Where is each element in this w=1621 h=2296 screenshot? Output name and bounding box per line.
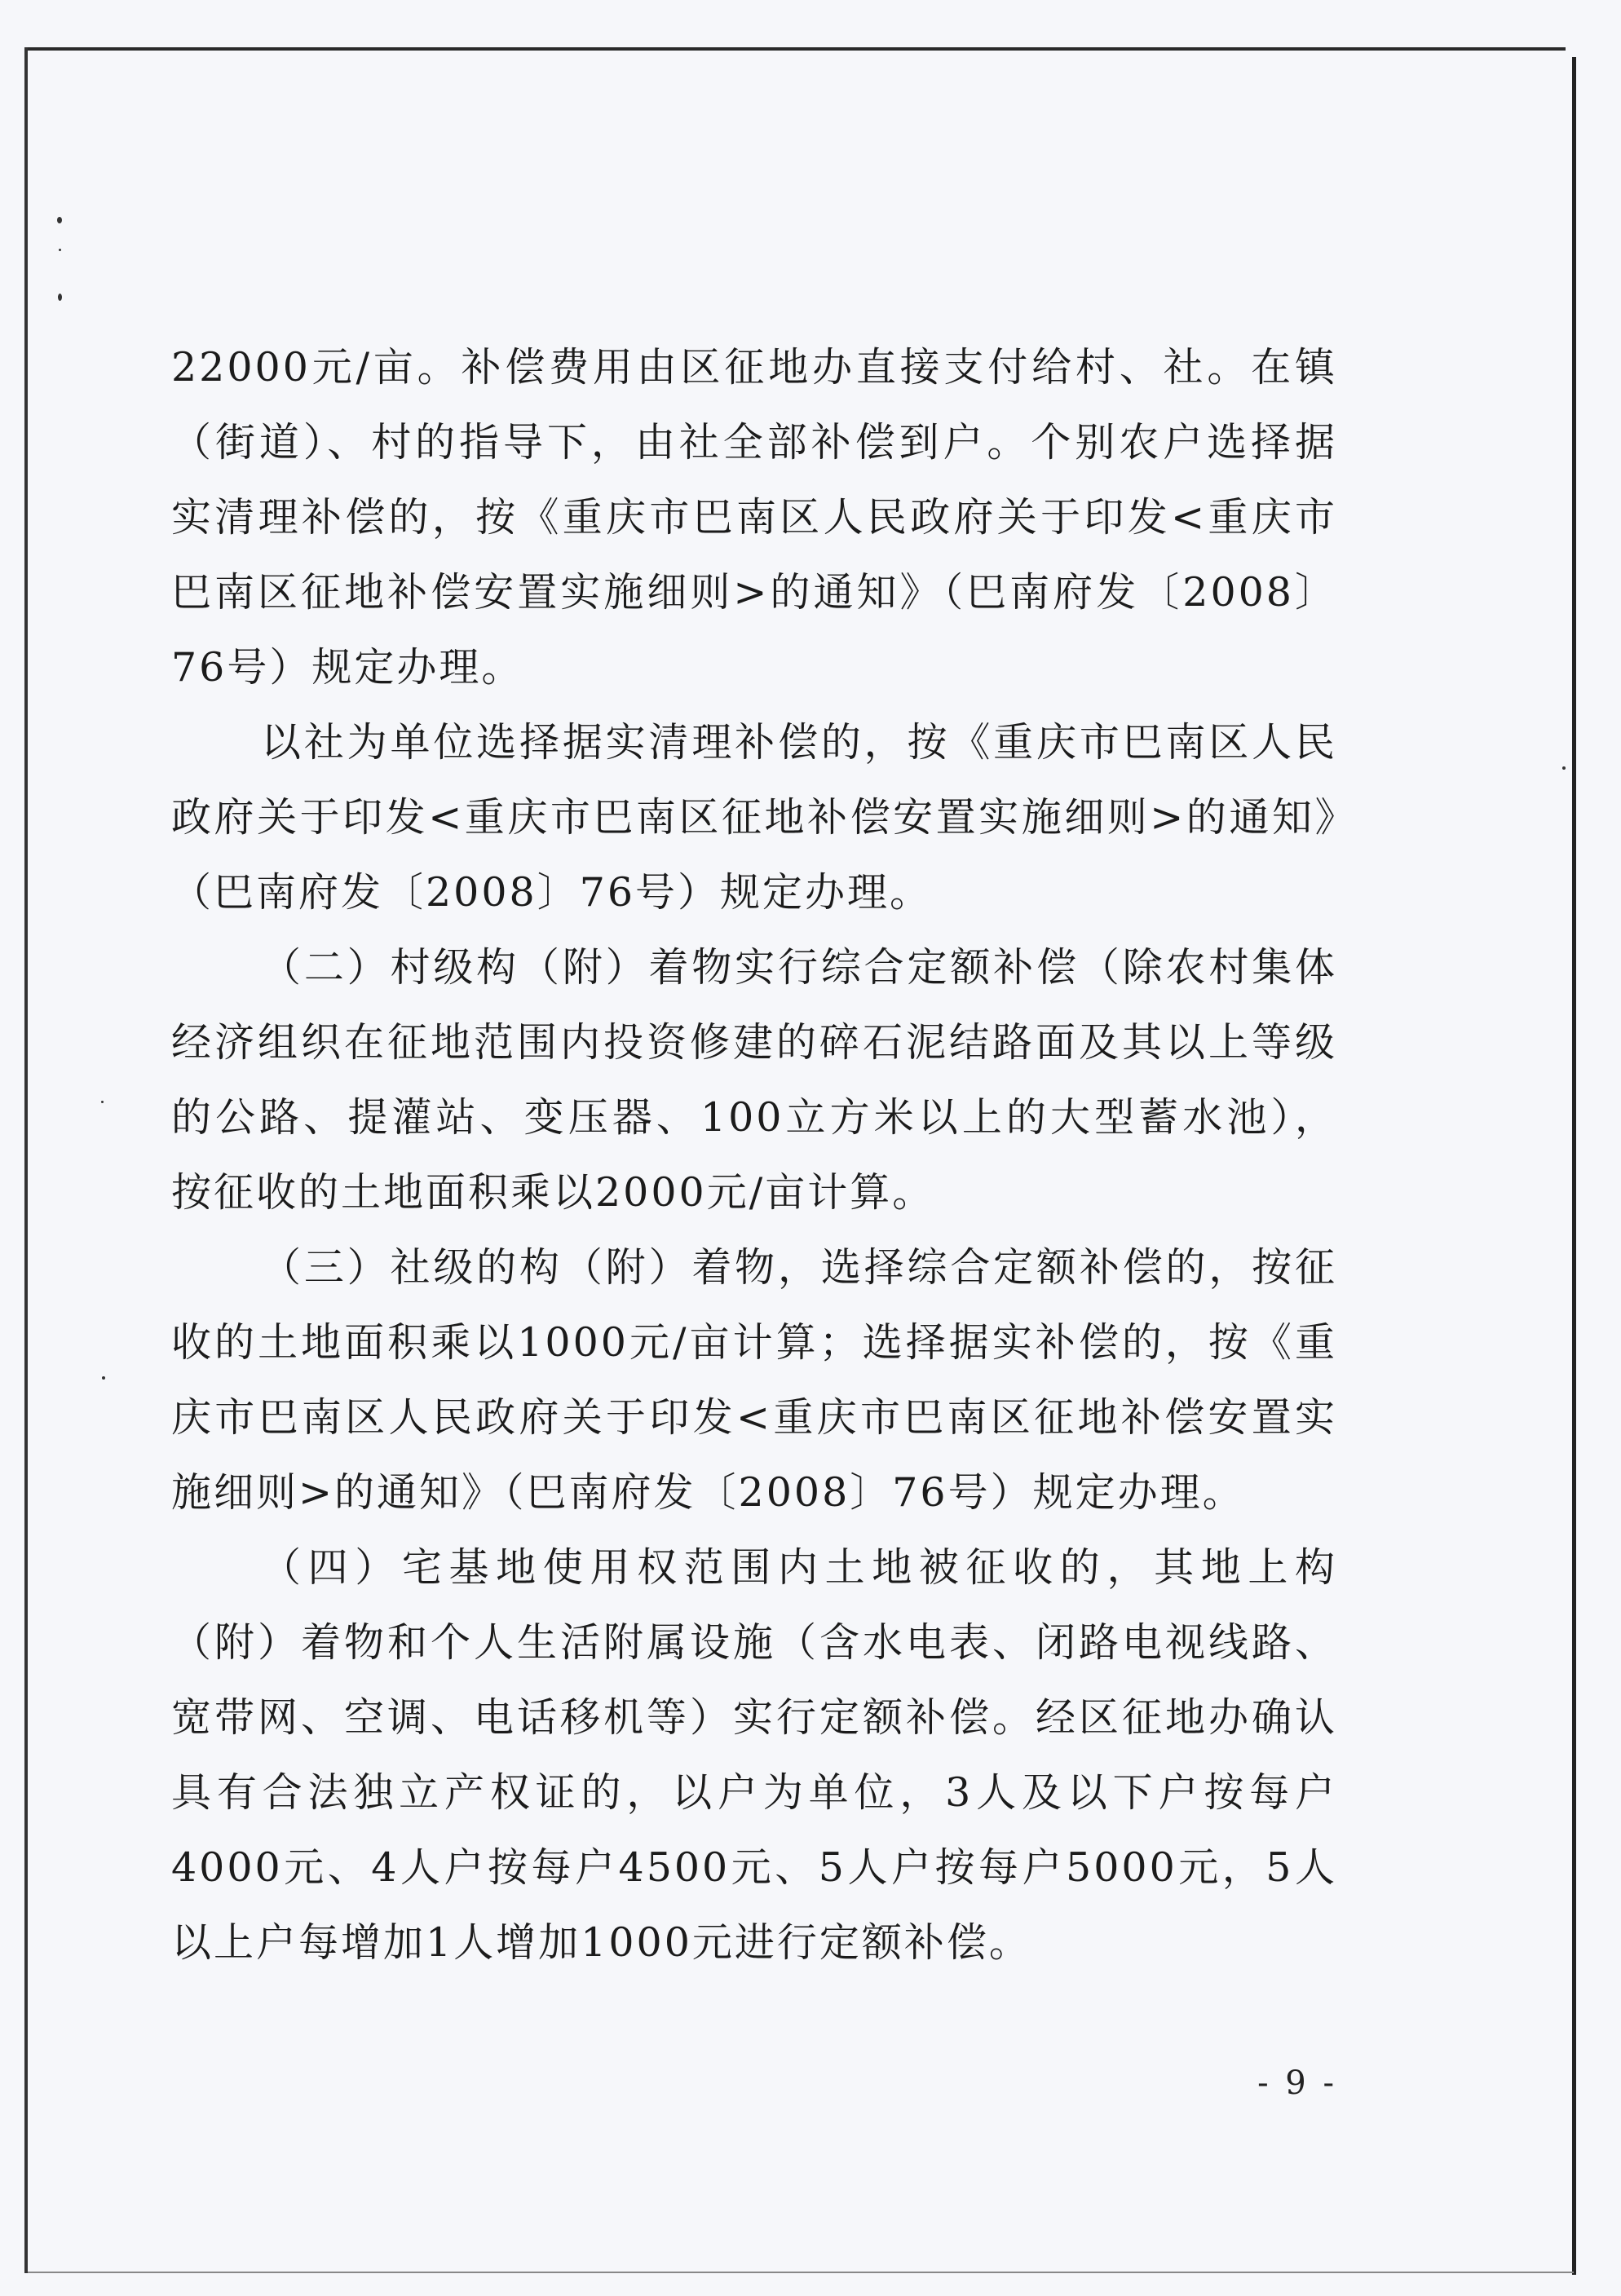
scan-speck [101, 1101, 104, 1103]
paragraph-section-4: （四）宅基地使用权范围内土地被征收的，其地上构（附）着物和个人生活附属设施（含水电表、闭路电视线路、宽带网、空调、电话移机等）实行定额补偿。经区征地办确认具有合法独立产权证的，以户为单位，3人及以下户按每户4000元、4人户按每户4500元、5人户按每户5000元，5人以上户每增加1人增加1000元进行定额补偿。 [171, 1544, 1337, 1966]
page-number: - 9 - [1257, 2064, 1337, 2102]
paragraph-section-2: （二）村级构（附）着物实行综合定额补偿（除农村集体经济组织在征地范围内投资修建的碎石泥结路面及其以上等级的公路、提灌站、变压器、100立方米以上的大型蓄水池），按征收的土地面积乘以2000元/亩计算。 [171, 944, 1337, 1216]
scan-speck [59, 249, 61, 251]
frame-line-right [1572, 57, 1576, 2275]
frame-line-left [24, 47, 28, 2273]
scan-speck [57, 217, 62, 223]
paragraph-community-settlement: 以社为单位选择据实清理补偿的，按《重庆市巴南区人民政府关于印发<重庆市巴南区征地补偿安置实施细则>的通知》（巴南府发〔2008〕76号）规定办理。 [171, 719, 1337, 916]
scan-speck [102, 1376, 105, 1380]
frame-line-top [24, 47, 1566, 51]
paragraph-section-3: （三）社级的构（附）着物，选择综合定额补偿的，按征收的土地面积乘以1000元/亩计算；选择据实补偿的，按《重庆市巴南区人民政府关于印发<重庆市巴南区征地补偿安置实施细则>的通知》（巴南府发〔2008〕76号）规定办理。 [171, 1244, 1337, 1516]
scan-speck [1562, 766, 1566, 770]
paragraph-compensation-continued: 22000元/亩。补偿费用由区征地办直接支付给村、社。在镇（街道）、村的指导下，由社全部补偿到户。个别农户选择据实清理补偿的，按《重庆市巴南区人民政府关于印发<重庆市巴南区征地补偿安置实施细则>的通知》（巴南府发〔2008〕76号）规定办理。 [171, 344, 1337, 691]
document-body [171, 330, 1337, 1980]
frame-line-bottom [28, 2272, 1574, 2273]
scan-speck [58, 294, 62, 301]
